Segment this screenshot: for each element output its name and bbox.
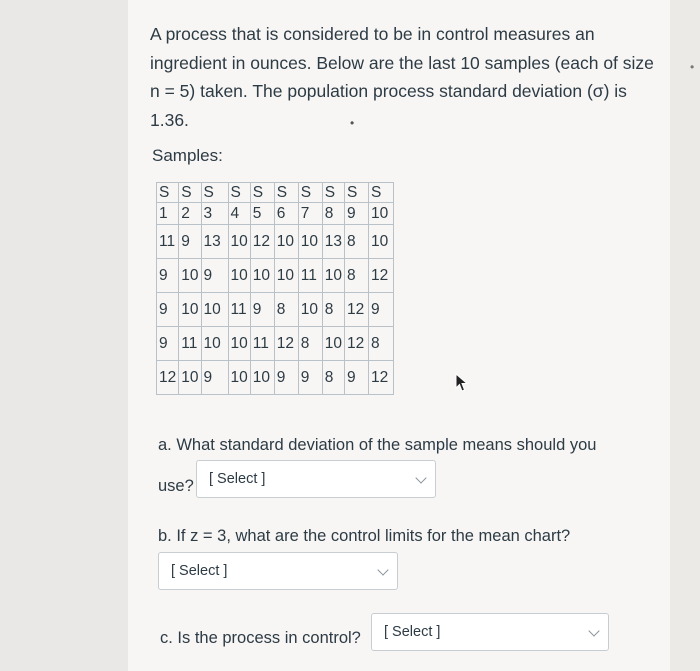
table-cell: 9 [369,293,394,327]
table-cell: 10 [201,327,228,361]
table-row [157,327,394,361]
table-cell: S [298,183,322,203]
table-row [157,293,394,327]
part-a-select-value: [ Select ] [209,471,266,487]
table-cell: S [274,183,298,203]
table-cell: 1 [157,203,179,225]
part-b-question: b. If z = 3, what are the control limits for the mean chart? [158,527,571,545]
part-a-question-end: use? [158,477,194,495]
table-cell: 10 [250,259,274,293]
chevron-down-icon [415,472,426,483]
table-cell: 10 [369,203,394,225]
table-header-number-row [157,203,394,225]
table-cell: S [345,183,369,203]
table-cell: 11 [228,293,250,327]
table-cell: 3 [201,203,228,225]
samples-table [156,182,394,395]
part-b-select[interactable] [158,552,398,590]
table-cell: 8 [322,293,344,327]
table-cell: 12 [345,293,369,327]
table-cell: S [369,183,394,203]
table-cell: 10 [322,327,344,361]
table-cell: 9 [345,361,369,395]
table-header-row [157,183,394,203]
table-cell: 11 [179,327,201,361]
stray-dot-icon: • [350,116,355,130]
table-cell: 10 [179,259,201,293]
table-cell: 10 [228,361,250,395]
table-cell: 9 [157,293,179,327]
table-cell: 10 [369,225,394,259]
table-cell: S [201,183,228,203]
part-c-select[interactable] [371,613,609,651]
table-cell: S [250,183,274,203]
table-cell: 10 [228,259,250,293]
table-cell: 10 [298,225,322,259]
chevron-down-icon [588,625,599,636]
table-row [157,225,394,259]
table-cell: 10 [274,225,298,259]
table-cell: 9 [298,361,322,395]
table-cell: 9 [157,259,179,293]
table-cell: 13 [201,225,228,259]
table-cell: 8 [345,225,369,259]
part-c-question: c. Is the process in control? [160,629,361,647]
table-row [157,361,394,395]
table-cell: 9 [201,361,228,395]
table-cell: 10 [179,361,201,395]
right-gutter [670,0,700,671]
table-cell: 10 [201,293,228,327]
table-cell: 8 [298,327,322,361]
scroll-dot-icon: • [690,60,695,74]
table-cell: 10 [228,327,250,361]
table-cell: 9 [201,259,228,293]
table-cell: 10 [274,259,298,293]
question-prompt: A process that is considered to be in control measures an ingredient in ounces. Below are the last 10 samples (each of size n = 5) taken. The population process standard deviation (σ) is 1.36. [150,24,654,130]
table-cell: 11 [250,327,274,361]
mouse-pointer-icon [455,373,469,393]
table-cell: 8 [369,327,394,361]
table-cell: 6 [274,203,298,225]
table-cell: 11 [298,259,322,293]
table-cell: 10 [228,225,250,259]
table-cell: 12 [345,327,369,361]
table-cell: 12 [369,361,394,395]
table-cell: 12 [157,361,179,395]
table-cell: 8 [274,293,298,327]
table-cell: 2 [179,203,201,225]
table-cell: 12 [250,225,274,259]
table-cell: 10 [179,293,201,327]
part-a-question: a. What standard deviation of the sample means should you [158,436,597,454]
table-cell: 9 [345,203,369,225]
table-cell: 5 [250,203,274,225]
samples-label: Samples: [152,146,223,165]
table-cell: 13 [322,225,344,259]
table-cell: 12 [274,327,298,361]
table-cell: 9 [250,293,274,327]
part-b-select-value: [ Select ] [171,563,228,579]
table-cell: S [228,183,250,203]
table-cell: 10 [322,259,344,293]
table-cell: S [322,183,344,203]
table-cell: 7 [298,203,322,225]
part-a-select[interactable] [196,460,436,498]
table-cell: S [157,183,179,203]
table-cell: 8 [322,361,344,395]
table-cell: 9 [157,327,179,361]
table-cell: 9 [179,225,201,259]
table-cell: S [179,183,201,203]
table-cell: 8 [322,203,344,225]
table-cell: 8 [345,259,369,293]
table-row [157,259,394,293]
table-cell: 4 [228,203,250,225]
table-cell: 11 [157,225,179,259]
table-cell: 12 [369,259,394,293]
table-cell: 10 [250,361,274,395]
chevron-down-icon [377,564,388,575]
table-cell: 10 [298,293,322,327]
table-cell: 9 [274,361,298,395]
part-c-select-value: [ Select ] [384,624,441,640]
